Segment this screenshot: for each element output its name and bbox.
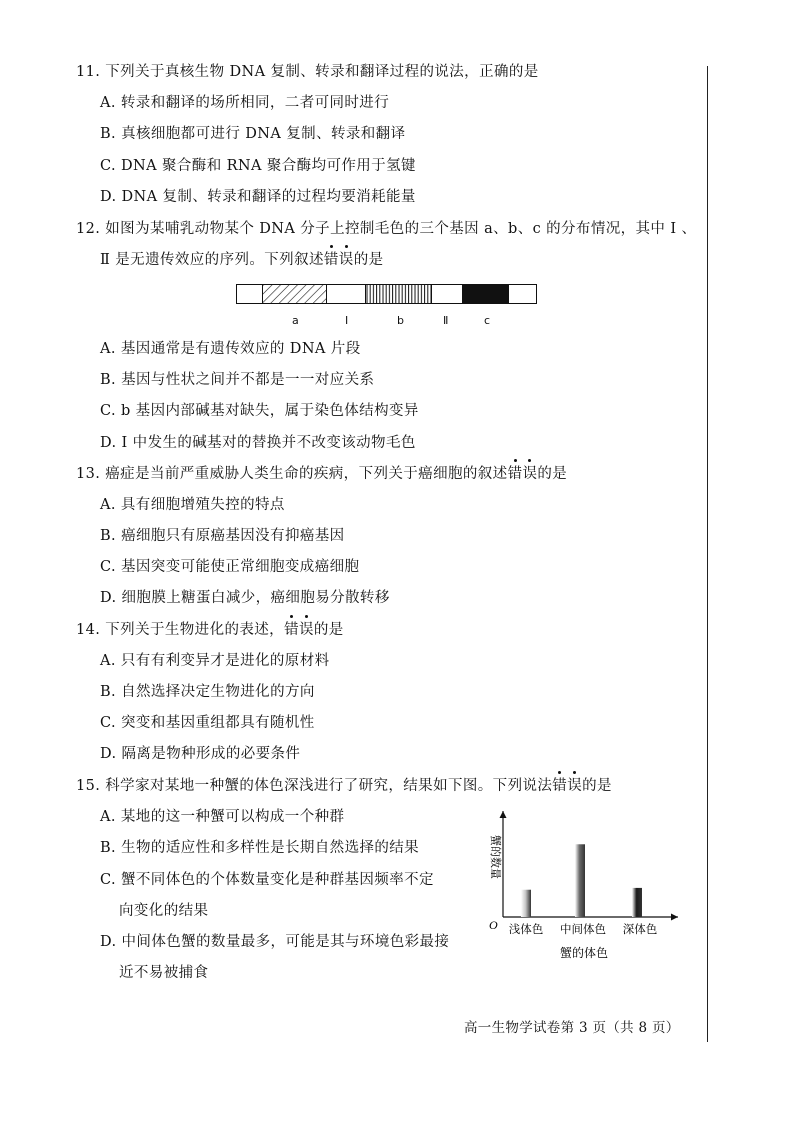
q15-option-c-line2: 向变化的结果: [119, 903, 209, 919]
dna-segment-right: [509, 285, 536, 303]
q13-emphasis: [508, 466, 538, 482]
bar-深体色: [632, 888, 642, 917]
q15-option-c-line1: C. 蟹不同体色的个体数量变化是种群基因频率不定: [100, 872, 434, 888]
q14-option-b: B. 自然选择决定生物进化的方向: [100, 684, 315, 700]
q15-stem: [76, 776, 612, 796]
q13-option-d: D. 细胞膜上糖蛋白减少，癌细胞易分散转移: [100, 590, 390, 606]
q15-option-a: A. 某地的这一种蟹可以构成一个种群: [100, 809, 345, 825]
q12-stem-post: 的是: [353, 252, 384, 268]
x-tick-label: 浅体色: [508, 922, 544, 936]
q11-option-b: B. 真核细胞都可进行 DNA 复制、转录和翻译: [100, 126, 406, 142]
q14-stem: [76, 620, 344, 640]
gene-label-a: a: [292, 314, 299, 327]
sequence-I-segment: [327, 285, 366, 303]
gene-label-II: Ⅱ: [443, 314, 449, 327]
q14-option-d: D. 隔离是物种形成的必要条件: [100, 746, 301, 762]
origin-label: O: [489, 918, 498, 932]
q12-emphasis: [324, 252, 354, 268]
q13-option-c: C. 基因突变可能使正常细胞变成癌细胞: [100, 559, 360, 575]
q12-option-c: C. b 基因内部碱基对缺失，属于染色体结构变异: [100, 403, 419, 419]
x-axis-arrow: [671, 914, 678, 921]
dna-segment-left: [237, 285, 263, 303]
emphasis-char: 误: [298, 622, 314, 638]
gene-a-segment: [263, 285, 327, 303]
q15-emphasis: [552, 778, 582, 794]
q11-option-a: A. 转录和翻译的场所相同，二者可同时进行: [100, 95, 390, 111]
y-axis-label: 蟹的数量: [489, 835, 502, 879]
emphasis-char: 误: [338, 252, 354, 268]
q15-option-b: B. 生物的适应性和多样性是长期自然选择的结果: [100, 840, 420, 856]
emphasis-char: 误: [522, 466, 538, 482]
q11-stem: 11. 下列关于真核生物 DNA 复制、转录和翻译过程的说法，正确的是: [76, 64, 539, 80]
q15-option-d-line1: D. 中间体色蟹的数量最多，可能是其与环境色彩最接: [100, 934, 450, 950]
q14-stem-pre: 14. 下列关于生物进化的表述，: [76, 622, 285, 638]
page-footer: 高一生物学试卷第 3 页（共 8 页）: [464, 1020, 680, 1036]
gene-label-b: b: [397, 314, 404, 327]
q12-stem-line1: 12. 如图为某哺乳动物某个 DNA 分子上控制毛色的三个基因 a、b、c 的分布情况，其中 Ⅰ 、: [76, 221, 697, 237]
gene-c-segment: [463, 285, 509, 303]
q12-option-d: D. Ⅰ 中发生的碱基对的替换并不改变该动物毛色: [100, 435, 416, 451]
y-axis-arrow: [500, 811, 507, 818]
gene-label-I: Ⅰ: [345, 314, 349, 327]
q11-option-d: D. DNA 复制、转录和翻译的过程均要消耗能量: [100, 189, 416, 205]
page-right-rule: [707, 66, 708, 1042]
q13-stem: [76, 464, 567, 484]
bar-浅体色: [521, 890, 531, 917]
dna-gene-diagram: [236, 284, 537, 304]
x-tick-label: 中间体色: [560, 922, 606, 936]
q13-option-a: A. 具有细胞增殖失控的特点: [100, 497, 285, 513]
emphasis-char: 错: [284, 622, 299, 638]
emphasis-char: 误: [567, 778, 583, 794]
q14-option-a: A. 只有有利变异才是进化的原材料: [100, 653, 330, 669]
q15-stem-pre: 15. 科学家对某地一种蟹的体色深浅进行了研究，结果如下图。下列说法: [76, 778, 553, 794]
q14-option-c: C. 突变和基因重组都具有随机性: [100, 715, 315, 731]
q11-option-c: C. DNA 聚合酶和 RNA 聚合酶均可作用于氢键: [100, 158, 416, 174]
q15-option-d-line2: 近不易被捕食: [119, 965, 209, 981]
emphasis-char: 错: [323, 252, 339, 268]
q14-stem-post: 的是: [313, 622, 344, 638]
x-tick-label: 深体色: [622, 922, 658, 936]
q12-stem-pre: Ⅱ 是无遗传效应的序列。下列叙述: [100, 252, 324, 268]
emphasis-char: 错: [552, 778, 568, 794]
q13-stem-post: 的是: [537, 466, 568, 482]
gene-label-c: c: [484, 314, 491, 327]
sequence-II-segment: [432, 285, 463, 303]
crab-color-chart: [480, 805, 685, 969]
x-axis-label: 蟹的体色: [559, 946, 609, 960]
q12-option-b: B. 基因与性状之间并不都是一一对应关系: [100, 372, 375, 388]
q12-stem-line2: [100, 250, 384, 270]
emphasis-char: 错: [507, 466, 523, 482]
bar-中间体色: [575, 844, 585, 917]
q15-stem-post: 的是: [582, 778, 612, 794]
q13-stem-pre: 13. 癌症是当前严重威胁人类生命的疾病，下列关于癌细胞的叙述: [76, 466, 508, 482]
q14-emphasis: [284, 622, 314, 638]
gene-b-segment: [366, 285, 432, 303]
q13-option-b: B. 癌细胞只有原癌基因没有抑癌基因: [100, 528, 345, 544]
q12-option-a: A. 基因通常是有遗传效应的 DNA 片段: [100, 341, 361, 357]
crab-color-chart-svg: [480, 805, 685, 965]
